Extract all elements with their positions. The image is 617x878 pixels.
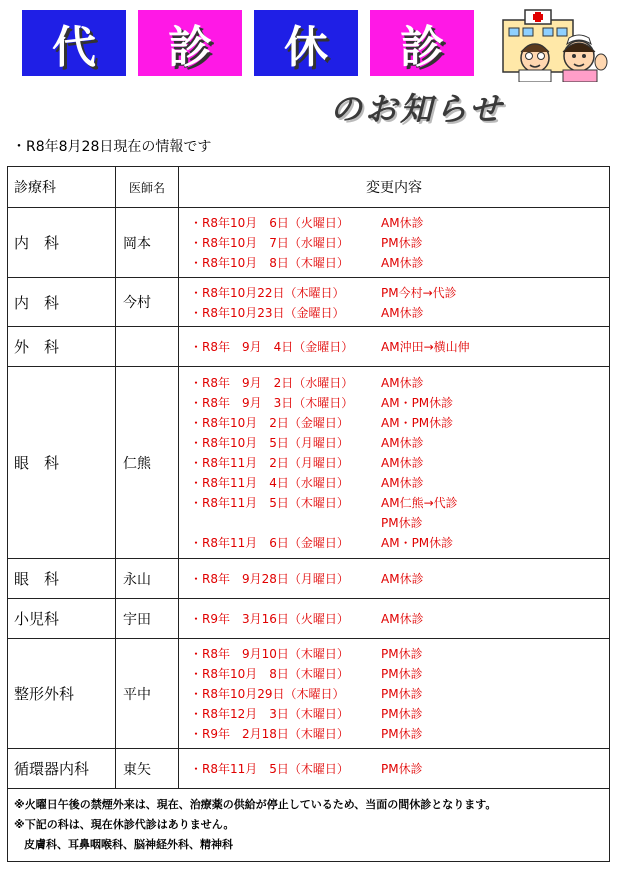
change-entry xyxy=(179,609,609,629)
change-entry xyxy=(179,513,609,533)
doctor-cell: 平中 xyxy=(116,639,179,749)
change-note: AM沖田→横山伸 xyxy=(381,340,470,354)
changes-cell xyxy=(179,559,610,599)
change-note: PM休診 xyxy=(381,762,423,776)
change-date: ・R8年 9月 4日（金曜日） xyxy=(190,340,354,354)
change-date: ・R8年10月 7日（水曜日） xyxy=(190,236,349,250)
dept-cell: 内 科 xyxy=(8,278,116,327)
subtitle: のお知らせ xyxy=(330,90,505,128)
change-date: ・R8年10月 6日（火曜日） xyxy=(190,216,349,230)
change-note: AM休診 xyxy=(381,436,424,450)
title-char-3: 休 xyxy=(254,10,358,76)
change-note: AM休診 xyxy=(381,376,424,390)
change-date: ・R8年10月 2日（金曜日） xyxy=(190,416,349,430)
doctor-cell: 仁熊 xyxy=(116,367,179,559)
doctor-cell: 永山 xyxy=(116,559,179,599)
change-date: ・R9年 2月18日（木曜日） xyxy=(190,727,349,741)
change-note: AM・PM休診 xyxy=(381,536,454,550)
change-entry xyxy=(179,644,609,664)
change-note: AM・PM休診 xyxy=(381,396,454,410)
changes-cell xyxy=(179,367,610,559)
doctor-cell: 宇田 xyxy=(116,599,179,639)
change-date: ・R8年10月23日（金曜日） xyxy=(190,305,345,320)
table-row xyxy=(8,208,610,278)
change-entry xyxy=(179,453,609,473)
note-dept-list: 皮膚科、耳鼻咽喉科、脳神経外科、精神科 xyxy=(24,838,233,851)
table-row xyxy=(8,639,610,749)
change-entry xyxy=(179,724,609,744)
dept-cell: 循環器内科 xyxy=(8,749,116,789)
as-of-date: ・R8年8月28日現在の情報です xyxy=(12,139,212,155)
title-char-4: 診 xyxy=(370,10,474,76)
change-entry xyxy=(179,684,609,704)
change-entry xyxy=(179,393,609,413)
change-date: ・R8年 9月28日（月曜日） xyxy=(190,572,349,586)
table-row xyxy=(8,559,610,599)
table-row xyxy=(8,278,610,327)
change-date: ・R8年11月 4日（水曜日） xyxy=(190,476,349,490)
dept-cell: 内 科 xyxy=(8,208,116,278)
change-note: AM休診 xyxy=(381,612,424,626)
table-row xyxy=(8,327,610,367)
changes-cell xyxy=(179,278,610,327)
header-changes: 変更内容 xyxy=(179,167,610,208)
notes-cell xyxy=(8,789,610,862)
change-entry xyxy=(179,373,609,393)
change-entry xyxy=(179,493,609,513)
doctor-cell xyxy=(116,327,179,367)
change-entry xyxy=(179,337,609,357)
change-note: PM休診 xyxy=(381,667,423,681)
change-date: ・R8年10月29日（木曜日） xyxy=(190,687,345,701)
change-note: PM今村→代診 xyxy=(381,285,457,300)
note-no-changes: ※下記の科は、現在休診代診はありません。 xyxy=(14,818,235,831)
change-entry xyxy=(179,302,609,322)
dept-cell: 小児科 xyxy=(8,599,116,639)
table-row xyxy=(8,749,610,789)
table-row xyxy=(8,599,610,639)
change-entry xyxy=(179,664,609,684)
title-banner xyxy=(22,10,482,76)
doctor-cell: 岡本 xyxy=(116,208,179,278)
header-dept: 診療科 xyxy=(8,167,116,208)
header-doctor: 医師名 xyxy=(116,167,179,208)
change-entry xyxy=(179,569,609,589)
hospital-staff-illustration xyxy=(495,8,613,82)
change-note: PM休診 xyxy=(381,516,423,530)
change-date: ・R8年11月 2日（月曜日） xyxy=(190,456,349,470)
change-note: AM休診 xyxy=(381,216,424,230)
dept-cell: 眼 科 xyxy=(8,559,116,599)
change-note: PM休診 xyxy=(381,687,423,701)
title-char-1: 代 xyxy=(22,10,126,76)
schedule-table xyxy=(7,166,610,862)
notes-row xyxy=(8,789,610,862)
change-note: PM休診 xyxy=(381,707,423,721)
dept-cell: 外 科 xyxy=(8,327,116,367)
change-note: AM休診 xyxy=(381,456,424,470)
change-note: AM休診 xyxy=(381,476,424,490)
doctor-cell: 今村 xyxy=(116,278,179,327)
change-date: ・R8年12月 3日（木曜日） xyxy=(190,707,349,721)
change-entry xyxy=(179,533,609,553)
changes-cell xyxy=(179,208,610,278)
table-row xyxy=(8,367,610,559)
change-note: AM休診 xyxy=(381,305,424,320)
change-date: ・R8年11月 5日（木曜日） xyxy=(190,496,349,510)
change-entry xyxy=(179,473,609,493)
change-date: ・R8年 9月 3日（木曜日） xyxy=(190,396,354,410)
change-note: AM休診 xyxy=(381,256,424,270)
changes-cell xyxy=(179,639,610,749)
dept-cell: 整形外科 xyxy=(8,639,116,749)
change-date: ・R8年10月 5日（月曜日） xyxy=(190,436,349,450)
change-note: PM休診 xyxy=(381,647,423,661)
change-note: AM・PM休診 xyxy=(381,416,454,430)
change-entry xyxy=(179,413,609,433)
change-entry xyxy=(179,433,609,453)
change-date: ・R8年10月22日（木曜日） xyxy=(190,285,345,300)
changes-cell xyxy=(179,327,610,367)
change-entry xyxy=(179,759,609,779)
change-date: ・R8年 9月 2日（水曜日） xyxy=(190,376,354,390)
header-row xyxy=(8,167,610,208)
changes-cell xyxy=(179,599,610,639)
change-date: ・R8年10月 8日（木曜日） xyxy=(190,256,349,270)
change-entry xyxy=(179,213,609,233)
changes-cell xyxy=(179,749,610,789)
change-date: ・R8年 9月10日（木曜日） xyxy=(190,647,349,661)
change-note: AM休診 xyxy=(381,572,424,586)
change-date: ・R8年10月 8日（木曜日） xyxy=(190,667,349,681)
change-entry xyxy=(179,704,609,724)
change-note: PM休診 xyxy=(381,727,423,741)
change-note: AM仁熊→代診 xyxy=(381,496,458,510)
change-date: ・R8年11月 6日（金曜日） xyxy=(190,536,349,550)
dept-cell: 眼 科 xyxy=(8,367,116,559)
note-smoking-clinic: ※火曜日午後の禁煙外来は、現在、治療薬の供給が停止しているため、当面の間休診となります。 xyxy=(14,798,497,811)
change-entry xyxy=(179,253,609,273)
doctor-cell: 東矢 xyxy=(116,749,179,789)
change-date: ・R8年11月 5日（木曜日） xyxy=(190,762,349,776)
change-note: PM休診 xyxy=(381,236,423,250)
change-entry xyxy=(179,233,609,253)
change-date: ・R9年 3月16日（火曜日） xyxy=(190,612,349,626)
change-entry xyxy=(179,282,609,302)
title-char-2: 診 xyxy=(138,10,242,76)
